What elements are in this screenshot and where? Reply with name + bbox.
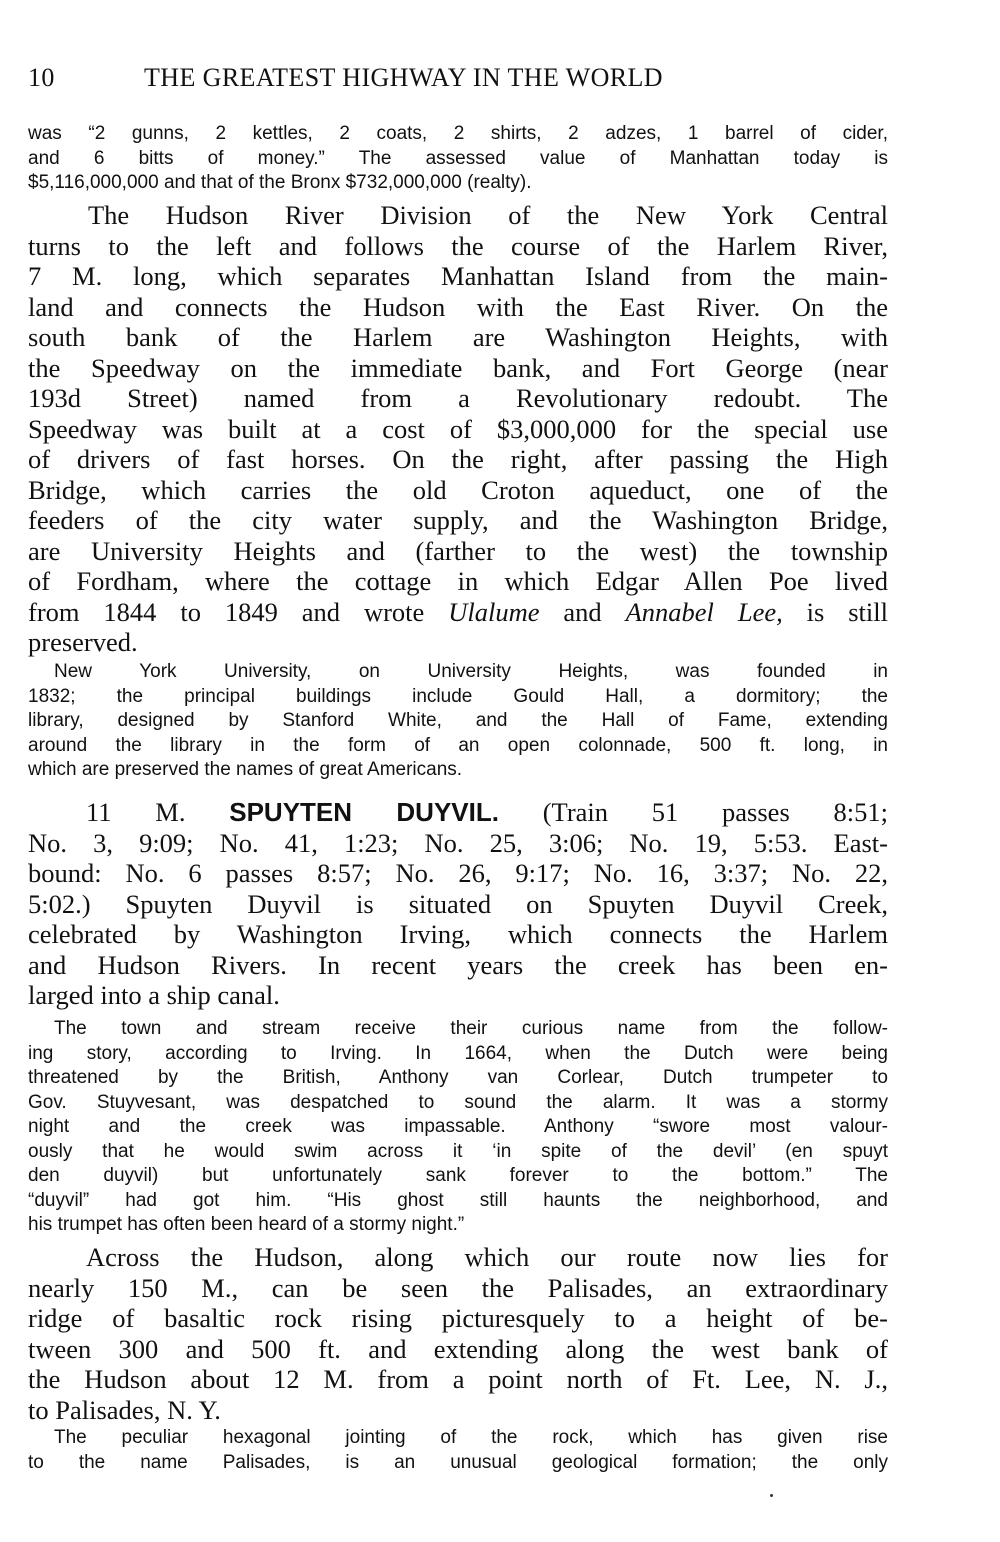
text-line: ing story, according to Irving. In 1664, when the Dutch were being [28, 1042, 888, 1064]
text-line: south bank of the Harlem are Washington Heights, with [28, 322, 888, 352]
note-legend-irving [28, 1017, 888, 1238]
text-line: tween 300 and 500 ft. and extending along the west bank of [28, 1333, 888, 1364]
text-line: threatened by the British, Anthony van Corlear, Dutch trumpeter to [28, 1067, 888, 1088]
text-line: of drivers of fast horses. On the right, after passing the High [28, 444, 888, 474]
text-line: No. 3, 9:09; No. 41, 1:23; No. 25, 3:06; No. 19, 5:53. East- [28, 827, 888, 858]
text-line: preserved. [28, 627, 138, 657]
text-line: $5,116,000,000 and that of the Bronx $732,000,000 (realty). [28, 172, 532, 193]
text-line: which are preserved the names of great Americans. [28, 759, 463, 780]
text-fragment: and [539, 596, 626, 627]
text-line: The Hudson River Division of the New York Central [88, 200, 888, 230]
text-line: The peculiar hexagonal jointing of the rock, which has given rise [54, 1427, 888, 1448]
note-nyu [28, 660, 888, 783]
mile-marker: 11 M. [86, 797, 186, 827]
text-line: “duyvil” had got him. “His ghost still haunts the neighborhood, and [28, 1189, 888, 1211]
page-header [28, 58, 888, 98]
note-bottom [28, 1426, 888, 1475]
text-fragment: from 1844 to 1849 and wrote [28, 596, 449, 627]
text-line: New York University, on University Heights, was founded in [54, 661, 888, 682]
text-line: library, designed by Stanford White, and the Hall of Fame, extending [28, 710, 888, 731]
text-line: of Fordham, where the cottage in which Edgar Allen Poe lived [28, 566, 888, 596]
text-line: feeders of the city water supply, and the Washington Bridge, [28, 505, 888, 535]
text-line: 7 M. long, which separates Manhattan Island from the main- [28, 261, 888, 291]
text-line: 1832; the principal buildings include Gould Hall, a dormitory; the [28, 685, 888, 707]
text-line: 193d Street) named from a Revolutionary redoubt. The [28, 383, 888, 413]
text-line: The town and stream receive their curious name from the follow- [54, 1018, 888, 1039]
text-line: celebrated by Washington Irving, which connects the Harlem [28, 919, 888, 949]
text-line [28, 797, 888, 828]
text-line: ridge of basaltic rock rising picturesquely to a height of be- [28, 1303, 888, 1333]
text-line: bound: No. 6 passes 8:57; No. 26, 9:17; No. 16, 3:37; No. 22, [28, 858, 888, 888]
text-line [28, 597, 888, 628]
text-line: 5:02.) Spuyten Duyvil is situated on Spuyten Duyvil Creek, [28, 888, 888, 919]
text-line: to Palisades, N. Y. [28, 1394, 221, 1425]
poem-title-ulalume: Ulalume [448, 596, 540, 627]
text-line: Bridge, which carries the old Croton aqueduct, one of the [28, 474, 888, 505]
text-line: to the name Palisades, is an unusual geological formation; the only [28, 1451, 888, 1473]
text-line: Gov. Stuyvesant, was despatched to sound the alarm. It was a stormy [28, 1091, 888, 1113]
poem-title-annabel-lee: Annabel Lee, [625, 596, 783, 627]
paragraph-spuyten-duyvil [28, 797, 888, 1011]
ink-speck [770, 1494, 773, 1497]
text-line: night and the creek was impassable. Anthony “swore most valour- [28, 1116, 888, 1137]
text-line: are University Heights and (farther to the west) the township [28, 535, 888, 566]
text-line: turns to the left and follows the course of the Harlem River, [28, 230, 888, 261]
station-name: SPUYTEN DUYVIL. [229, 797, 499, 827]
text-fragment: is still [782, 596, 889, 627]
text-line: the Speedway on the immediate bank, and Fort George (near [28, 352, 888, 383]
running-title: THE GREATEST HIGHWAY IN THE WORLD [144, 63, 663, 92]
text-line: larged into a ship canal. [28, 980, 280, 1010]
page-number: 10 [28, 63, 55, 92]
timetable-text: (Train 51 passes 8:51; [542, 797, 888, 827]
note-top [28, 122, 888, 196]
text-line: and 6 bitts of money.” The assessed value of Manhattan today is [28, 147, 888, 169]
text-line: Speedway was built at a cost of $3,000,000 for the special use [28, 413, 888, 444]
paragraph-palisades [28, 1242, 888, 1425]
paragraph-hudson-division [28, 200, 888, 658]
text-line: and Hudson Rivers. In recent years the creek has been en- [28, 949, 888, 980]
text-line: around the library in the form of an open colonnade, 500 ft. long, in [28, 734, 888, 756]
text-line: nearly 150 M., can be seen the Palisades, an extraordinary [28, 1272, 888, 1303]
text-line: ously that he would swim across it ‘in spite of the devil’ (en spuyt [28, 1140, 888, 1162]
text-line: Across the Hudson, along which our route now lies for [86, 1242, 888, 1272]
text-line: the Hudson about 12 M. from a point north of Ft. Lee, N. J., [28, 1364, 888, 1394]
text-line: den duyvil) but unfortunately sank forever to the bottom.” The [28, 1165, 888, 1186]
text-line: was “2 gunns, 2 kettles, 2 coats, 2 shirts, 2 adzes, 1 barrel of cider, [28, 123, 888, 144]
text-line: his trumpet has often been heard of a stormy night.” [28, 1214, 465, 1235]
text-line: land and connects the Hudson with the East River. On the [28, 291, 888, 322]
